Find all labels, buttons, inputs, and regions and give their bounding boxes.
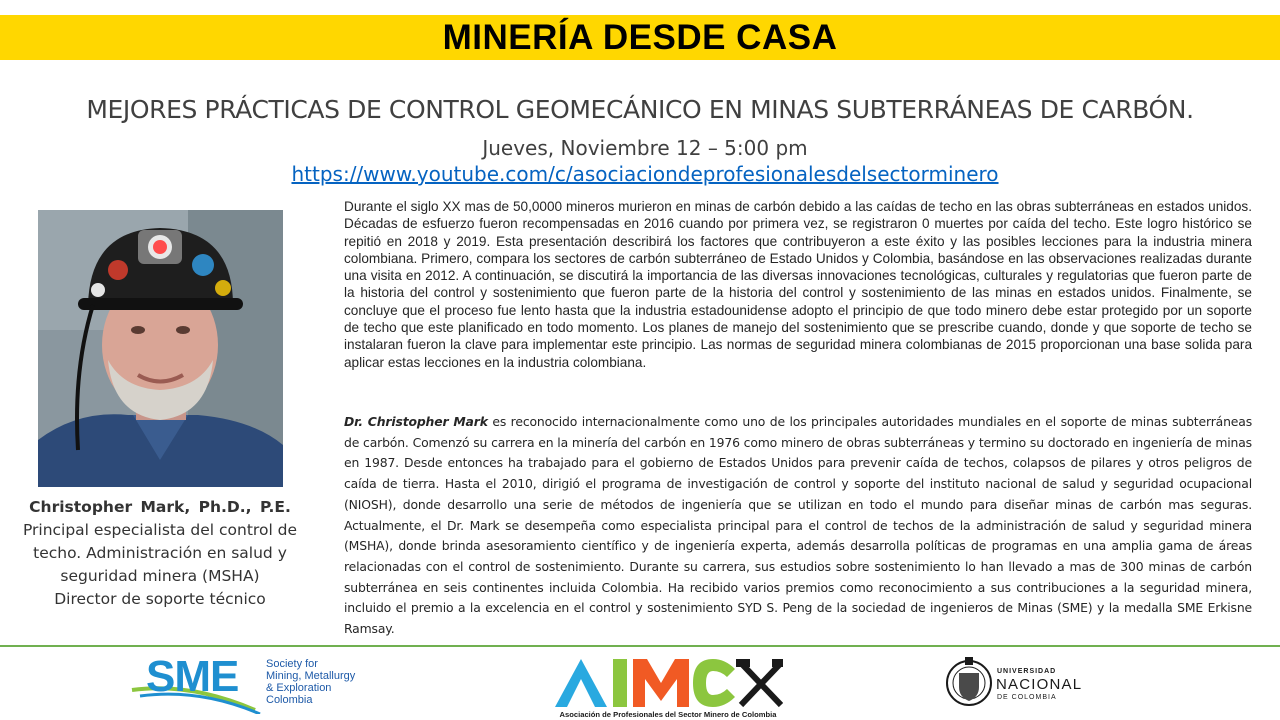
bio-name: Dr. Christopher Mark [344,414,488,429]
unal-shield-icon [945,653,993,713]
banner-title: MINERÍA DESDE CASA [442,18,838,57]
unal-line-1: UNIVERSIDAD [997,668,1057,675]
aimc-logo [553,655,783,720]
sme-logo-text [266,658,355,706]
speaker-role-line: techo. Administración en salud y [33,544,287,562]
speaker-name: Christopher Mark, Ph.D., P.E. [29,498,291,516]
sme-line: Society for [266,658,318,670]
speaker-role-line: Principal especialista del control de [22,521,298,539]
speaker-caption [20,496,300,611]
bio-paragraph [344,412,1252,640]
sme-logo [130,652,380,714]
event-title: MEJORES PRÁCTICAS DE CONTROL GEOMECÁNICO EN MINAS SUBTERRÁNEAS DE CARBÓN. [86,95,1194,124]
speaker-role-line: Director de soporte técnico [54,590,266,608]
sme-line: Mining, Metallurgy [266,670,356,682]
bio-text: es reconocido internacionalmente como uno de los principales autoridades mundiales en el soporte de minas subterráneas de carbón. Comenzó su carrera en la minería del carbón en 1976 como minero de obras subterráneas y termino su doctorado en ingeniería de minas en 1987. Desde entonces ha trabajado para el gobierno de Estados Unidos para prevenir caída de techos, colapsos de pilares y otros peligros de caída de tierra. Hasta el 2010, dirigió el programa de investigación de control y soporte del instituto nacional de salud y seguridad ocupacional (NIOSH), donde desarrollo una serie de métodos de ingeniería que se utilizan en todo el mundo para diseñar minas de carbón mas seguras. Actualmente, el Dr. Mark se desempeña como especialista principal para el control de techos de la administración de salud y seguridad minera (MSHA), donde brinda asesoramiento científico y de ingeniería experta, además desarrolla políticas de programas en una amplia gama de áreas relacionadas con el control de sostenimiento. Durante su carrera, sus estudios sobre sostenimiento lo han llevado a mas de 300 minas de carbón subterránea en seis continentes incluida Colombia. Ha recibido varios premios como reconocimiento a sus contribuciones a la seguridad minera, incluido el premio a la excelencia en el control y sostenimiento SYD S. Peng de la sociedad de ingenieros de Minas (SME) y la medalla SME Erkisne Ramsay. [344,414,1253,637]
abstract-paragraph: Durante el siglo XX mas de 50,0000 mineros murieron en minas de carbón debido a las caídas de techo en las obras subterráneas en estados unidos. Décadas de esfuerzo fueron recompensadas en 2016 cuando por primera vez, se registraron 0 muertes por caída del techo. Este logro histórico se repitió en 2018 y 2019. Esta presentación describirá los factores que contribuyeron a este éxito y las posibles lecciones para la industria minera colombiana. Primero, compara los sectores de carbón subterráneo de Estado Unidos y Colombia, basándose en las observaciones realizadas durante una visita en 2012. A continuación, se discutirá la importancia de las diversas innovaciones tecnológicas, culturales y regulatorias que fueron parte de la historia del control y sostenimiento que fueron parte de la historia del control y sostenimiento de las minas en estados unidos. Finalmente, se concluye que el proceso fue lento hasta que la industria estadounidense adopto el principio de que todo minero debe estar protegido por un soporte de techo que este planificado en todo momento. Los planes de manejo del sostenimiento que se prescribe cuando, donde y que soporte de techo se instalaran fueron la clave para implementar este principio. Las normas de seguridad minera colombianas de 2015 proporcionan una base solida para aplicar estas lecciones en la industria colombiana. [344,199,1252,370]
unal-line-3: DE COLOMBIA [997,694,1057,701]
header-banner [0,15,1280,60]
aimc-letters-icon [553,655,783,711]
aimc-caption: Asociación de Profesionales del Sector Minero de Colombia [559,710,777,719]
speaker-photo [38,210,283,487]
sme-line: & Exploration [266,682,332,694]
unal-line-2: NACIONAL [996,676,1083,693]
speaker-portrait-image [38,210,283,487]
youtube-link[interactable]: https://www.youtube.com/c/asociaciondeprofesionalesdelsectorminero [291,162,999,186]
footer-divider [0,645,1280,647]
sme-logo-letters: SME [146,652,239,701]
speaker-role-line: seguridad minera (MSHA) [60,567,260,585]
unal-logo [945,652,1095,714]
event-date: Jueves, Noviembre 12 – 5:00 pm [482,136,808,160]
sme-line: Colombia [266,694,313,706]
